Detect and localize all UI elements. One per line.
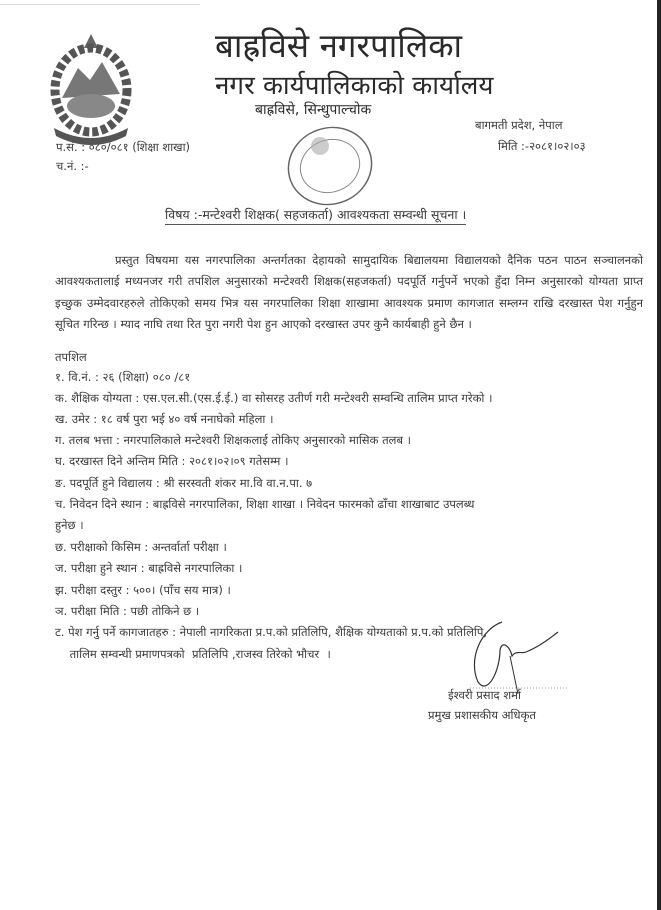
office-stamp-icon [280,124,380,209]
list-item: १. वि.नं. : २६ (शिक्षा) ०८० /८१ [55,370,191,384]
list-item: ट. पेश गर्नु पर्ने कागजातहरु : नेपाली नागरिकता प्र.प.को प्रतिलिपि, शैक्षिक योग्यताको प्र.प.को प्रतिलिपि, [55,625,488,639]
scan-edge-top [0,4,200,5]
list-item: तालिम सम्वन्धी प्रमाणपत्रको प्रतिलिपि ,राजस्व तिरेको भौचर । [55,647,331,661]
list-item: ञ. परीक्षा मिति : पछी तोकिने छ । [55,604,200,618]
list-item: छ. परीक्षाको किसिम : अन्तर्वार्ता परीक्षा । [55,540,227,554]
municipality-name: बाह्रविसे नगरपालिका [215,26,463,65]
reference-number: प.सं. : ०८०/०८१ (शिक्षा शाखा) [56,140,191,154]
signatory-title: प्रमुख प्रशासकीय अधिकृत [428,708,536,722]
list-item: ज. परीक्षा हुने स्थान : बाह्रविसे नगरपालिका । [55,561,243,575]
office-address: बाह्रविसे, सिन्धुपाल्चोक [255,102,372,118]
list-item: ङ. पदपूर्ति हुने विद्यालय : श्री सरस्वती शंकर मा.वि वा.न.पा. ७ [55,476,313,490]
subject-line: विषय :-मन्टेश्वरी शिक्षक( सहजकर्ता) आवश्यकता सम्वन्धी सूचना । [165,206,466,225]
signatory-name: ईश्वरी प्रसाद शर्मा [448,688,521,702]
list-item: ग. तलब भत्ता : नगरपालिकाले मन्टेश्वरी शिक्षकलाई तोकिए अनुसारको मासिक तलब । [55,433,411,447]
list-item: झ. परीक्षा दस्तुर : ५००। (पाँच सय मात्र) । [55,583,231,597]
list-item: घ. दरखास्त दिने अन्तिम मिति : २०८१।०२।०९ गतेसम्म । [55,454,289,468]
list-item: ख. उमेर : १८ वर्ष पुरा भई ४० वर्ष ननाघेको महिला । [55,412,274,426]
notice-body: प्रस्तुत विषयमा यस नगरपालिका अन्तर्गतका देहायको सामुदायिक बिद्यालयमा विद्यालयको दैनिक पठन पाठन सञ्चालनको आवश्यकतालाई मध्यनजर गरी तपशिल अनुसारको मन्टेश्वरी शिक्षक(सहजकर्ता) पदपूर्ति गर्नुपर्ने भएको हुँदा निम्न अनुसारको योग्यता प्राप्त इच्छुक उम्मेदवारहरुले तोकिएको समय भित्र यस नगरपालिका शिक्षा शाखामा आवश्यक प्रमाण कागजात सम्लग्न राखि दरखास्त पेश गर्नुहुन सूचित गरिन्छ । म्याद नाघि तथा रित पुरा नगरी पेश हुन आएको दरखास्त उपर कुनै कार्यबाही हुने छैन । [55,253,643,331]
list-item: च. निवेदन दिने स्थान : बाह्रविसे नगरपालिका, शिक्षा शाखा । निवेदन फारमको ढाँचा शाखाबाट उपलब्ध [55,497,475,511]
tapshil-label: तपशिल [55,350,87,364]
list-item: क. शैक्षिक योग्यता : एस.एल.सी.(एस.ई.ई.) वा सोसरह उतीर्ण गरी मन्टेश्वरी सम्वन्धि तालिम प्राप्त गरेको । [55,391,493,405]
office-name: नगर कार्यपालिकाको कार्यालय [215,71,494,101]
signature-icon [440,610,580,695]
list-item: हुनेछ । [55,518,84,532]
scan-edge-right [657,0,661,910]
letter-date: मिति :-२०८१।०२।०३ [498,139,586,153]
dispatch-number: च.नं. :- [56,159,89,173]
nepal-emblem-icon [40,28,142,146]
province: बागमती प्रदेश, नेपाल [475,118,563,132]
